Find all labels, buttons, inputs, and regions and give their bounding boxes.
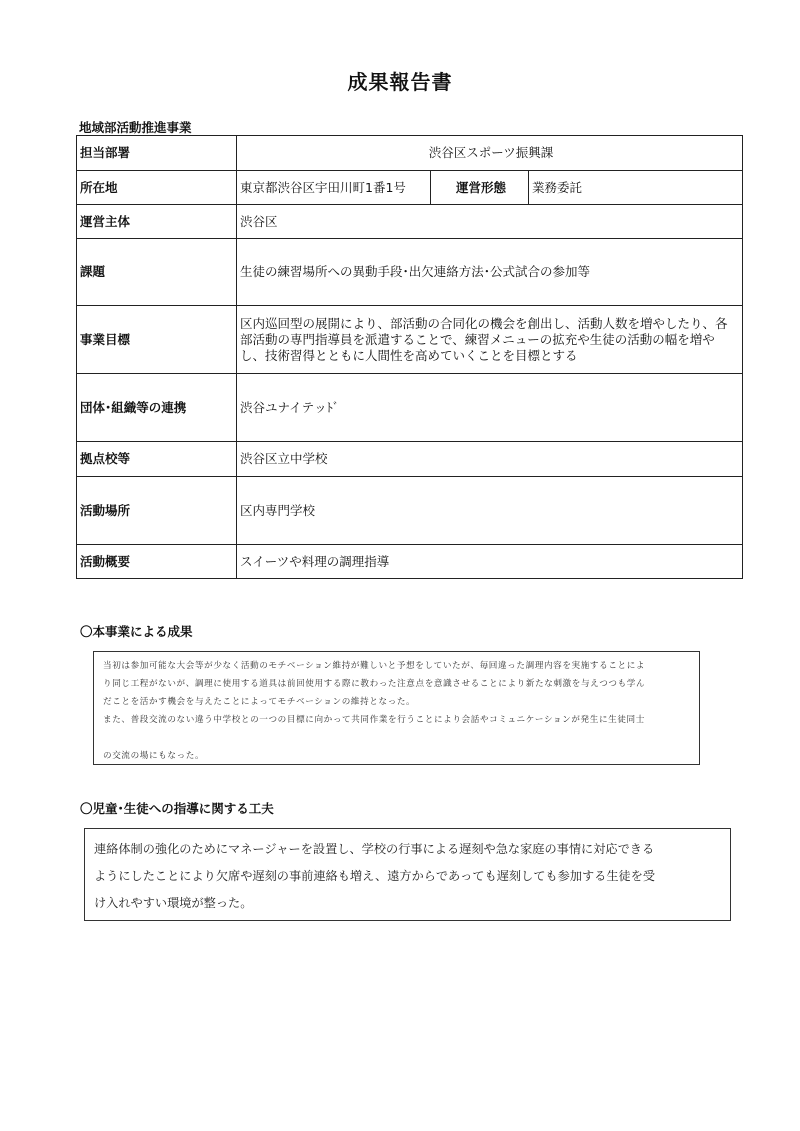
operator-value: 渋谷区 [237, 205, 743, 239]
table-row [77, 477, 743, 545]
venue-value: 区内専門学校 [237, 477, 743, 545]
results-line: の交流の場にもなった。 [103, 751, 205, 761]
department-value: 渋谷区スポーツ振興課 [237, 136, 743, 171]
venue-label: 活動場所 [77, 477, 237, 545]
results-line: り同じ工程がないが、調理に使用する道具は前回使用する際に教わった注意点を意識させることにより新たな刺激を与えつつも学ん [103, 679, 646, 689]
guidance-line: ようにしたことにより欠席や遅刻の事前連絡も増え、遠方からであっても遅刻しても参加する生徒を受 [94, 869, 656, 883]
location-label: 所在地 [77, 171, 237, 205]
results-line: また、普段交流のない違う中学校との一つの目標に向かって共同作業を行うことにより会話やコミュニケーションが発生に生徒同士 [103, 715, 645, 725]
issues-value: 生徒の練習場所への異動手段･出欠連絡方法･公式試合の参加等 [237, 239, 743, 306]
base-school-label: 拠点校等 [77, 442, 237, 477]
department-label: 担当部署 [77, 136, 237, 171]
operation-type-value: 業務委託 [529, 171, 743, 205]
base-school-value: 渋谷区立中学校 [237, 442, 743, 477]
info-table [76, 135, 743, 579]
document-title: 成果報告書 [347, 70, 453, 94]
guidance-line: 連絡体制の強化のためにマネージャーを設置し、学校の行事による遅刻や急な家庭の事情に対応できる [94, 842, 655, 856]
partners-label: 団体･組織等の連携 [77, 374, 237, 442]
results-line: 当初は参加可能な大会等が少なく活動のモチベーション維持が難しいと予想をしていたが、毎回違った調理内容を実施することによ [103, 661, 646, 671]
table-row [77, 442, 743, 477]
operation-type-label: 運営形態 [431, 171, 529, 205]
table-row [77, 374, 743, 442]
blank-line [103, 729, 699, 747]
table-row [77, 136, 743, 171]
results-line: だことを活かす機会を与えたことによってモチベーションの維持となった。 [103, 697, 416, 707]
partners-value: 渋谷ユナイテッﾄﾞ [237, 374, 743, 442]
guidance-box [84, 828, 731, 921]
location-value: 東京都渋谷区宇田川町1番1号 [237, 171, 431, 205]
issues-label: 課題 [77, 239, 237, 306]
table-row [77, 306, 743, 374]
summary-label: 活動概要 [77, 545, 237, 579]
summary-value: スイーツや料理の調理指導 [237, 545, 743, 579]
guidance-line: け入れやすい環境が整った。 [94, 896, 253, 910]
table-row [77, 205, 743, 239]
project-name: 地域部活動推進事業 [79, 120, 192, 135]
results-box [93, 651, 700, 765]
table-row [77, 545, 743, 579]
results-heading: 〇本事業による成果 [80, 624, 193, 639]
table-row [77, 171, 743, 205]
guidance-heading: 〇児童･生徒への指導に関する工夫 [80, 801, 274, 816]
goals-label: 事業目標 [77, 306, 237, 374]
operator-label: 運営主体 [77, 205, 237, 239]
table-row [77, 239, 743, 306]
goals-value: 区内巡回型の展開により、部活動の合同化の機会を創出し、活動人数を増やしたり、各部活動の専門指導員を派遣することで、練習メニューの拡充や生徒の活動の幅を増やし、技術習得とともに人間性を高めていくことを目標とする [237, 306, 743, 374]
